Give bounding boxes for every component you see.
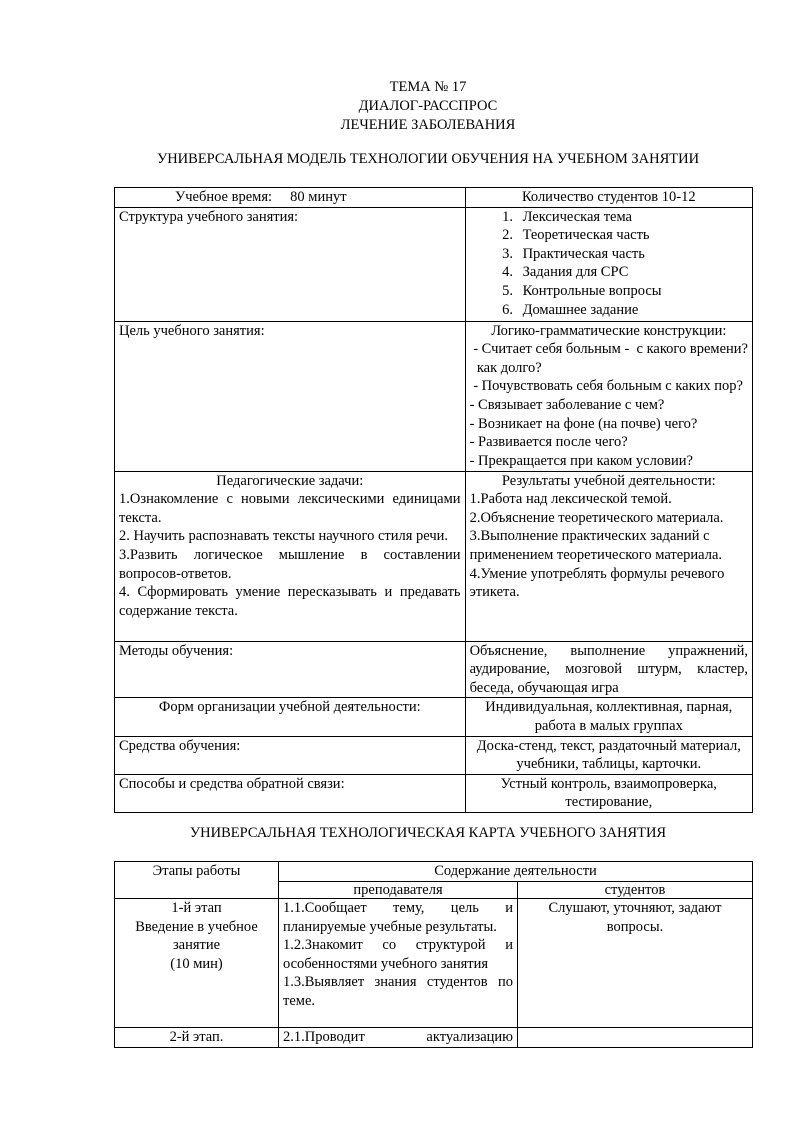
result-item: 2.Объяснение теоретического материала. xyxy=(469,509,724,526)
teacher-action: 1.2.Знакомит со структурой и особенностями учебного занятия xyxy=(283,937,513,972)
technology-map-table xyxy=(114,861,753,1048)
topic-number: ТЕМА № 17 xyxy=(389,79,467,95)
list-item: 5. Контрольные вопросы xyxy=(517,282,748,301)
teacher-action: 1.1.Сообщает тему, цель и планируемые учебные результаты. xyxy=(283,900,513,935)
table-row xyxy=(115,774,753,812)
section-heading-model: УНИВЕРСАЛЬНАЯ МОДЕЛЬ ТЕХНОЛОГИИ ОБУЧЕНИЯ НА УЧЕБНОМ ЗАНЯТИИ xyxy=(156,151,700,167)
structure-list xyxy=(470,208,748,320)
table-row xyxy=(115,862,753,882)
goal-line: - Связывает заболевание с чем? xyxy=(469,396,665,413)
students-header: студентов xyxy=(518,881,753,898)
topic-subtitle: ЛЕЧЕНИЕ ЗАБОЛЕВАНИЯ xyxy=(340,117,516,133)
table-row xyxy=(115,321,753,471)
model-table xyxy=(114,187,753,813)
results-cell xyxy=(465,471,752,641)
table-row xyxy=(115,188,753,208)
result-item: 3.Выполнение практических заданий с применением теоретического материала. xyxy=(469,528,723,563)
section-heading-map: УНИВЕРСАЛЬНАЯ ТЕХНОЛОГИЧЕСКАЯ КАРТА УЧЕБНОГО ЗАНЯТИЯ xyxy=(189,825,667,841)
methods-value: Объяснение, выполнение упражнений, аудирование, мозговой штурм, кластер, беседа, обучающая игра xyxy=(465,641,752,698)
goal-line: - Развивается после чего? xyxy=(469,434,628,451)
task-item: 1.Ознакомление с новыми лексическими единицами текста. xyxy=(119,491,461,526)
goal-line: - Прекращается при каком условии? xyxy=(469,452,693,469)
goal-cell xyxy=(465,321,752,471)
time-label: Учебное время: xyxy=(175,189,273,205)
stage1-title: Введение в учебное занятие xyxy=(135,918,258,954)
time-value: 80 минут xyxy=(290,189,347,205)
table-row xyxy=(115,1028,753,1048)
stage1-teacher-cell xyxy=(279,899,518,1028)
table-row xyxy=(115,698,753,736)
stage2-students xyxy=(518,1028,753,1048)
list-item: 2. Теоретическая часть xyxy=(517,226,748,245)
time-cell xyxy=(115,188,466,208)
students-count: Количество студентов 10-12 xyxy=(465,188,752,208)
table-row xyxy=(115,641,753,698)
topic-title: ДИАЛОГ-РАССПРОС xyxy=(358,98,498,114)
task-item: 3.Развить логическое мышление в составлении вопросов-ответов. xyxy=(119,546,461,582)
results-heading: Результаты учебной деятельности: xyxy=(501,472,716,489)
means-label: Средства обучения: xyxy=(115,736,466,774)
list-item: 6. Домашнее задание xyxy=(517,301,748,320)
result-item: 4.Умение употреблять формулы речевого этикета. xyxy=(469,565,725,601)
goal-line: - Почувствовать себя больным с каких пор? xyxy=(469,378,743,395)
forms-value: Индивидуальная, коллективная, парная, работа в малых группах xyxy=(465,698,752,736)
stages-header: Этапы работы xyxy=(115,862,279,899)
table-row xyxy=(115,736,753,774)
stage1-cell xyxy=(115,899,279,1028)
table-row xyxy=(115,899,753,1028)
stage1-duration: (10 мин) xyxy=(170,955,223,972)
forms-label: Форм организации учебной деятельности: xyxy=(115,698,466,736)
task-item: 2. Научить распознавать тексты научного стиля речи. xyxy=(119,528,449,545)
stage1-name: 1-й этап xyxy=(171,900,222,916)
structure-label: Структура учебного занятия: xyxy=(115,207,466,321)
feedback-value: Устный контроль, взаимопроверка, тестирование, xyxy=(465,774,752,812)
teacher-header: преподавателя xyxy=(279,881,518,898)
stage1-students: Слушают, уточняют, задают вопросы. xyxy=(518,899,753,1028)
task-item: 4. Сформировать умение пересказывать и предавать содержание текста. xyxy=(119,584,461,619)
methods-label: Методы обучения: xyxy=(115,641,466,698)
list-item: 4. Задания для СРС xyxy=(517,263,748,282)
goal-heading: Логико-грамматические конструкции: xyxy=(491,322,727,339)
goal-line: - Считает себя больным - с какого времени? xyxy=(469,341,748,358)
document-header xyxy=(0,78,800,135)
goal-line: - Возникает на фоне (на почве) чего? xyxy=(469,415,698,432)
structure-cell xyxy=(465,207,752,321)
result-item: 1.Работа над лексической темой. xyxy=(469,491,672,508)
list-item: 1. Лексическая тема xyxy=(517,208,748,227)
goal-line: как долго? xyxy=(469,359,542,376)
stage2-name: 2-й этап. xyxy=(115,1028,279,1048)
table-row xyxy=(115,471,753,641)
table-row xyxy=(115,207,753,321)
content-header: Содержание деятельности xyxy=(279,862,753,882)
tasks-heading: Педагогические задачи: xyxy=(216,472,364,489)
teacher-action: 1.3.Выявляет знания студентов по теме. xyxy=(283,974,513,1009)
means-value: Доска-стенд, текст, раздаточный материал, учебники, таблицы, карточки. xyxy=(465,736,752,774)
feedback-label: Способы и средства обратной связи: xyxy=(115,774,466,812)
list-item: 3. Практическая часть xyxy=(517,245,748,264)
stage2-teacher: 2.1.Проводит актуализацию xyxy=(279,1028,518,1048)
goal-label: Цель учебного занятия: xyxy=(115,321,466,471)
tasks-cell xyxy=(115,471,466,641)
